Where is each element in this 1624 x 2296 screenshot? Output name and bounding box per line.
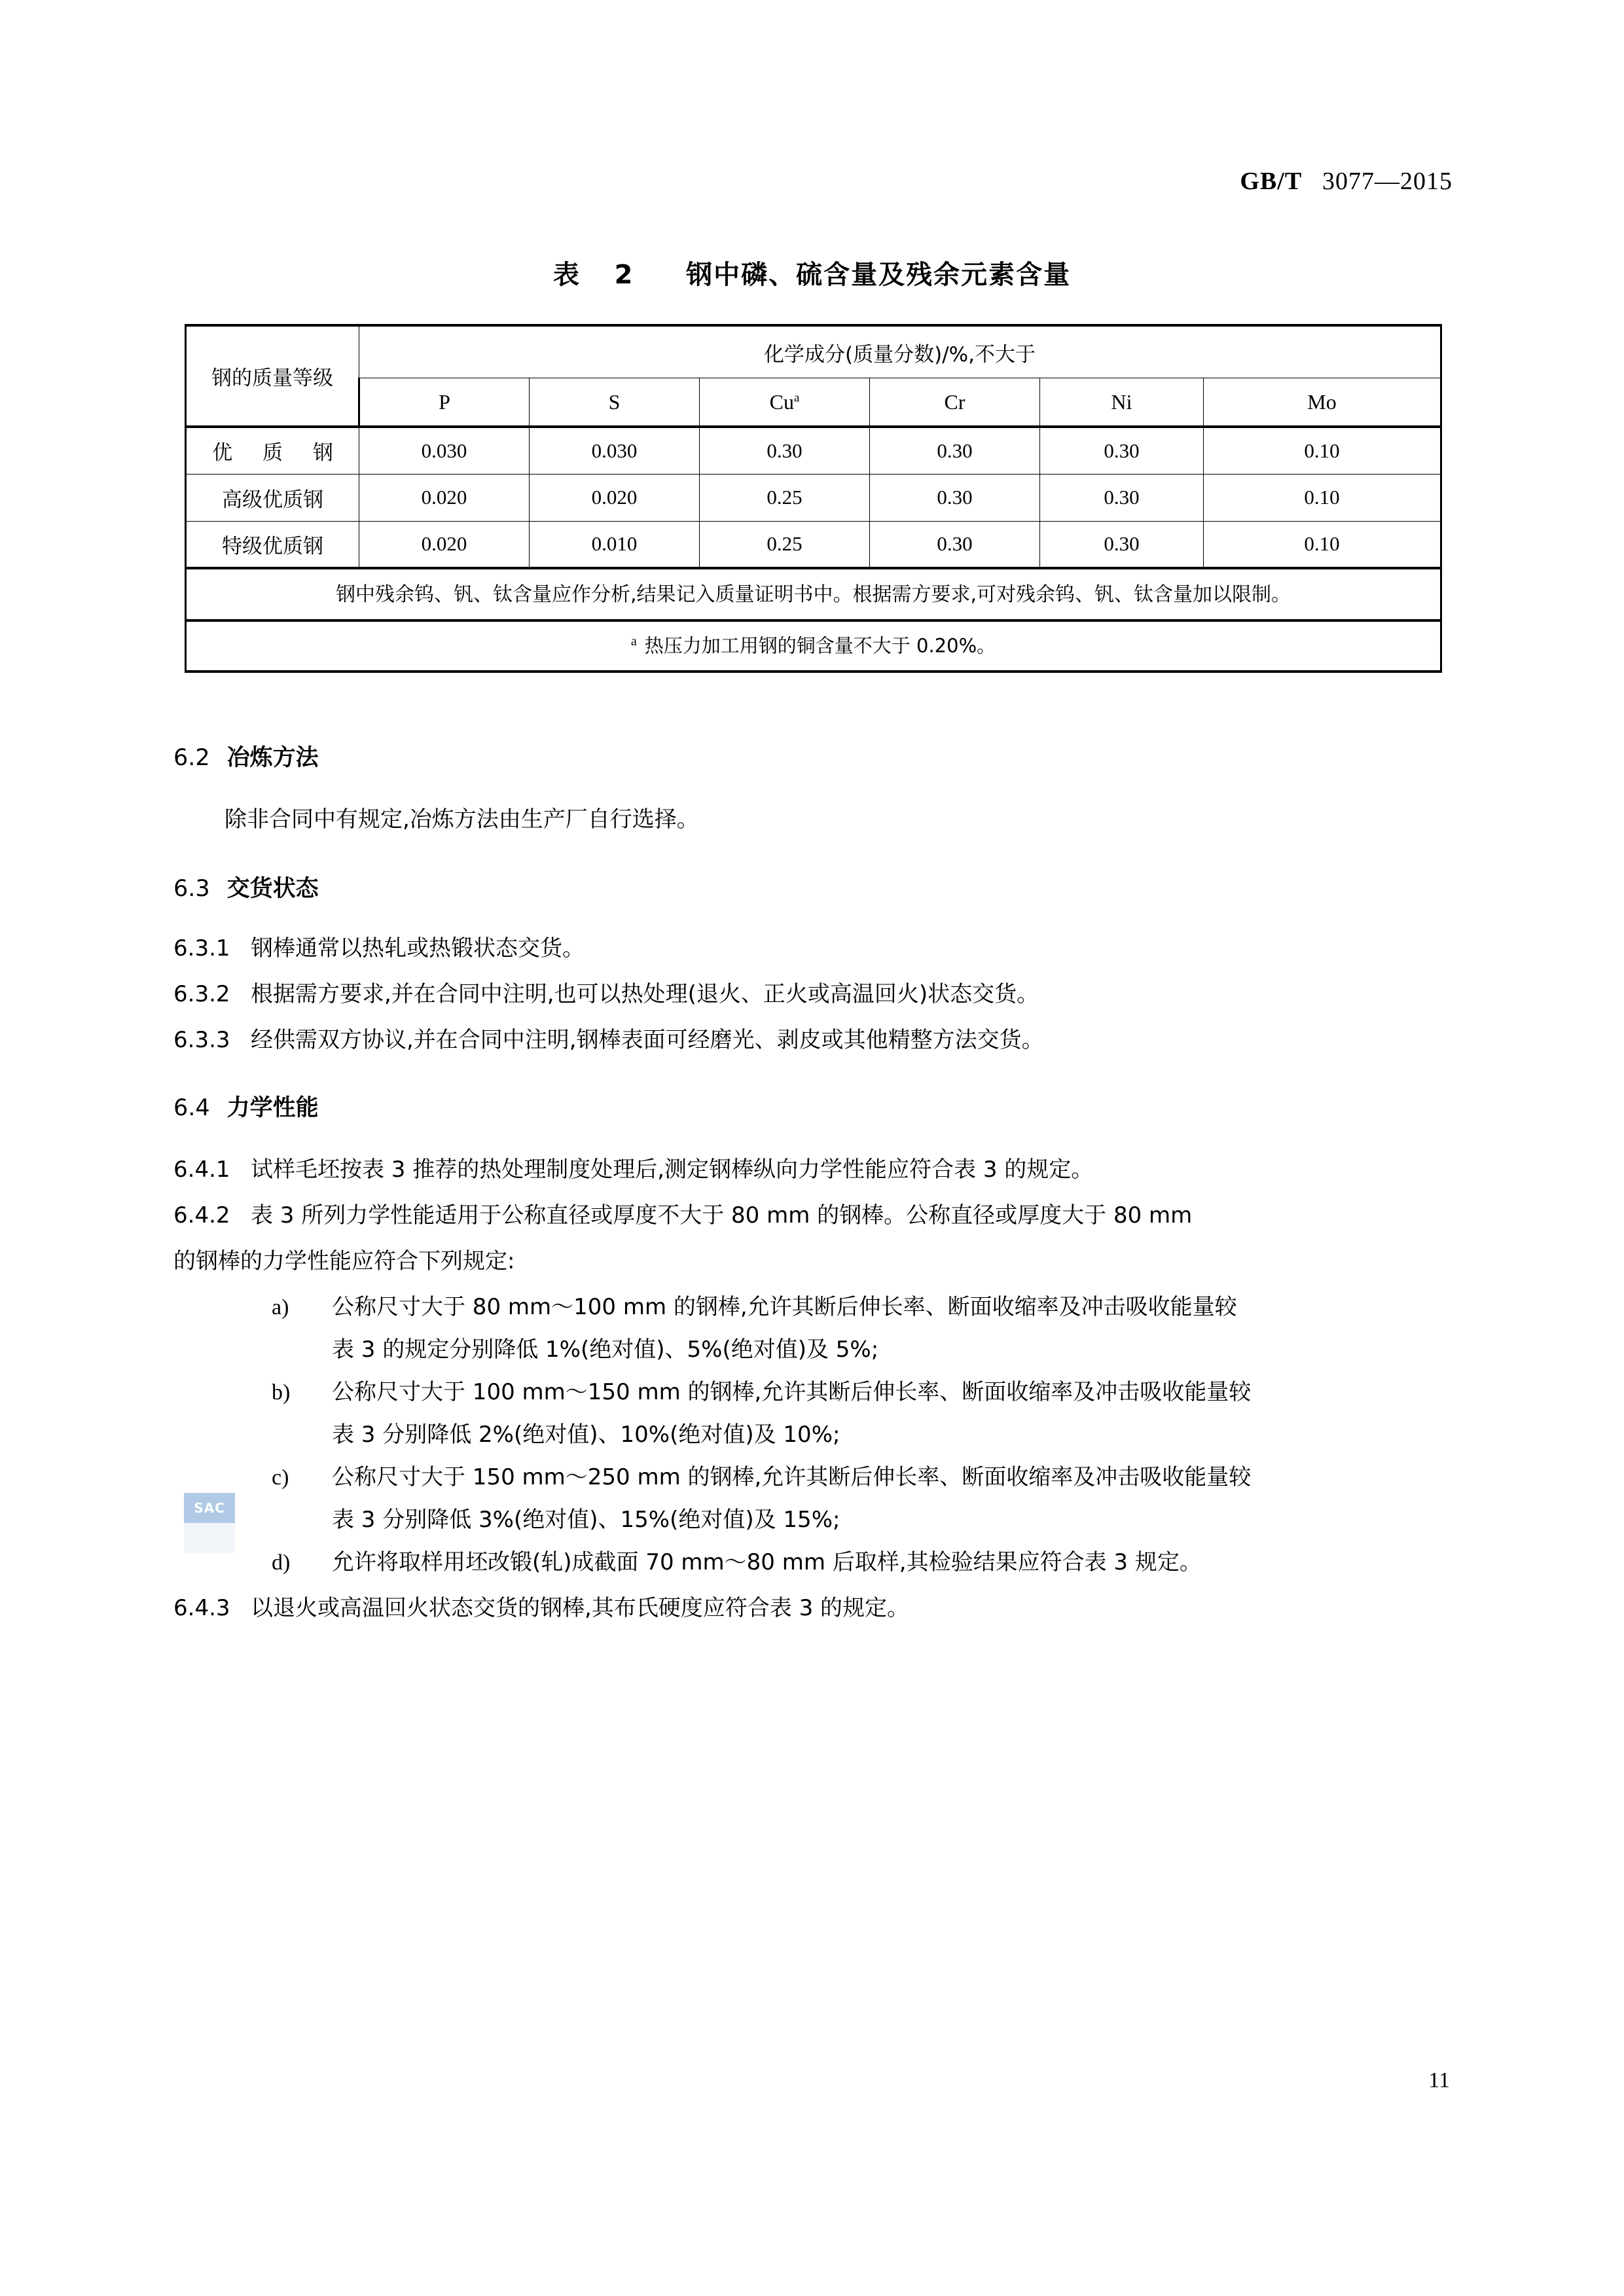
cell-value-mo: 0.10 [1204,521,1441,568]
table-2 [185,324,1440,673]
element-symbol: Cr [944,389,965,414]
standard-prefix: GB/T [1240,168,1302,195]
paragraph-6-2: 除非合同中有规定,冶炼方法由生产厂自行选择。 [225,806,699,833]
clause-number: 6.4.1 [173,1157,230,1183]
paragraph-6-4-3 [173,1592,1453,1624]
paragraph-6-4-2-line2: 的钢棒的力学性能应符合下列规定: [173,1248,515,1274]
table-caption-text: 钢中磷、硫含量及残余元素含量 [686,260,1072,290]
table-general-note: 钢中残余钨、钒、钛含量应作分析,结果记入质量证明书中。根据需方要求,可对残余钨、钒、钛含量加以限制。 [186,568,1441,620]
paragraph-6-3-3 [173,1024,1453,1056]
header-element-cr [870,378,1040,427]
header-element-cu [700,378,870,427]
clause-text: 表 3 所列力学性能适用于公称直径或厚度不大于 80 mm 的钢棒。公称直径或厚度大于 80 mm [251,1202,1193,1229]
header-element-mo [1204,378,1441,427]
clause-heading-6-2 [173,740,319,772]
clause-number: 6.4 [173,1095,210,1121]
list-text-line1: 公称尺寸大于 80 mm～100 mm 的钢棒,允许其断后伸长率、断面收缩率及冲击吸收能量较 [332,1294,1237,1320]
cell-value-cr: 0.30 [870,521,1040,568]
cell-grade: 高级优质钢 [186,474,359,521]
element-symbol: Cu [769,389,794,414]
element-symbol: Mo [1307,389,1337,414]
cell-value-cr: 0.30 [870,474,1040,521]
list-item [272,1547,1453,1579]
clause-text: 钢棒通常以热轧或热锻状态交货。 [251,935,585,961]
cell-value-ni: 0.30 [1040,427,1204,474]
list-text-line1: 公称尺寸大于 150 mm～250 mm 的钢棒,允许其断后伸长率、断面收缩率及冲击吸收能量较 [332,1464,1252,1490]
table-header-row-1 [186,325,1441,378]
running-header [1240,167,1453,196]
list-marker: a) [272,1295,289,1319]
cell-value-s: 0.010 [530,521,700,568]
clause-title: 交货状态 [226,876,319,902]
header-grade-column: 钢的质量等级 [186,325,359,427]
list-text-line1: 允许将取样用坯改锻(轧)成截面 70 mm～80 mm 后取样,其检验结果应符合表 3 规定。 [332,1549,1202,1575]
clause-number: 6.3.3 [173,1027,230,1053]
cell-value-ni: 0.30 [1040,474,1204,521]
table-footnote [186,620,1441,672]
table-row [186,521,1441,568]
table-caption-label: 表 [552,260,581,290]
list-item [272,1376,1453,1451]
footnote-marker: a [630,634,637,649]
clause-text: 根据需方要求,并在合同中注明,也可以热处理(退火、正火或高温回火)状态交货。 [251,981,1039,1007]
list-marker: b) [272,1380,291,1405]
list-text-line2: 表 3 分别降低 2%(绝对值)、10%(绝对值)及 10%; [332,1422,840,1448]
cell-value-cu: 0.30 [700,427,870,474]
table-caption-number: 2 [614,260,634,290]
footnote-text: 热压力加工用钢的铜含量不大于 0.20%。 [644,634,996,657]
cell-value-s: 0.020 [530,474,700,521]
clause-text: 经供需双方协议,并在合同中注明,钢棒表面可经磨光、剥皮或其他精整方法交货。 [251,1027,1044,1053]
clause-text: 试样毛坯按表 3 推荐的热处理制度处理后,测定钢棒纵向力学性能应符合表 3 的规定。 [251,1157,1094,1183]
clause-number: 6.3.1 [173,935,230,961]
cell-value-mo: 0.10 [1204,427,1441,474]
header-element-ni [1040,378,1204,427]
list-text-line2: 表 3 的规定分别降低 1%(绝对值)、5%(绝对值)及 5%; [332,1336,879,1363]
list-text-line1: 公称尺寸大于 100 mm～150 mm 的钢棒,允许其断后伸长率、断面收缩率及冲击吸收能量较 [332,1379,1252,1405]
clause-number: 6.3 [173,876,210,902]
cell-value-s: 0.030 [530,427,700,474]
list-marker: c) [272,1465,289,1490]
table-row [186,474,1441,521]
paragraph-6-4-2-line1 [173,1200,1453,1231]
element-symbol: P [439,389,450,414]
sac-watermark-tail [184,1523,235,1553]
table-caption [0,254,1624,291]
list-item [272,1462,1453,1536]
paragraph-6-3-2 [173,978,1453,1010]
clause-heading-6-3 [173,870,319,903]
clause-title: 冶炼方法 [226,745,319,771]
cell-value-cu: 0.25 [700,474,870,521]
composition-table [185,324,1442,673]
list-item [272,1291,1453,1366]
header-composition-group: 化学成分(质量分数)/%,不大于 [359,325,1441,378]
header-element-p [359,378,530,427]
cell-grade: 特级优质钢 [186,521,359,568]
cell-value-p: 0.020 [359,474,530,521]
table-general-note-row [186,568,1441,620]
cell-value-cr: 0.30 [870,427,1040,474]
clause-number: 6.4.3 [173,1595,230,1621]
list-marker: d) [272,1551,291,1575]
grade-label: 优 质 钢 [212,441,345,465]
cell-value-ni: 0.30 [1040,521,1204,568]
sac-watermark-label: SAC [184,1493,235,1523]
element-symbol: Ni [1111,389,1132,414]
cell-value-p: 0.030 [359,427,530,474]
clause-title: 力学性能 [226,1095,319,1121]
cell-value-cu: 0.25 [700,521,870,568]
clause-number: 6.3.2 [173,981,230,1007]
element-symbol: S [608,389,621,414]
clause-number: 6.2 [173,745,210,771]
sac-watermark-logo [184,1493,235,1553]
cell-value-mo: 0.10 [1204,474,1441,521]
clause-number: 6.4.2 [173,1202,230,1229]
header-element-s [530,378,700,427]
table-header-row-2 [186,378,1441,427]
footnote-marker-a: a [793,390,800,404]
cell-value-p: 0.020 [359,521,530,568]
cell-grade [186,427,359,474]
clause-heading-6-4 [173,1090,319,1122]
paragraph-6-3-1 [173,933,1453,964]
paragraph-6-4-1 [173,1154,1453,1185]
standard-number: 3077—2015 [1322,168,1453,195]
page-number: 11 [1428,2068,1450,2092]
table-row [186,427,1441,474]
clause-text: 以退火或高温回火状态交货的钢棒,其布氏硬度应符合表 3 的规定。 [251,1595,910,1621]
table-footnote-row [186,620,1441,672]
list-text-line2: 表 3 分别降低 3%(绝对值)、15%(绝对值)及 15%; [332,1507,840,1534]
